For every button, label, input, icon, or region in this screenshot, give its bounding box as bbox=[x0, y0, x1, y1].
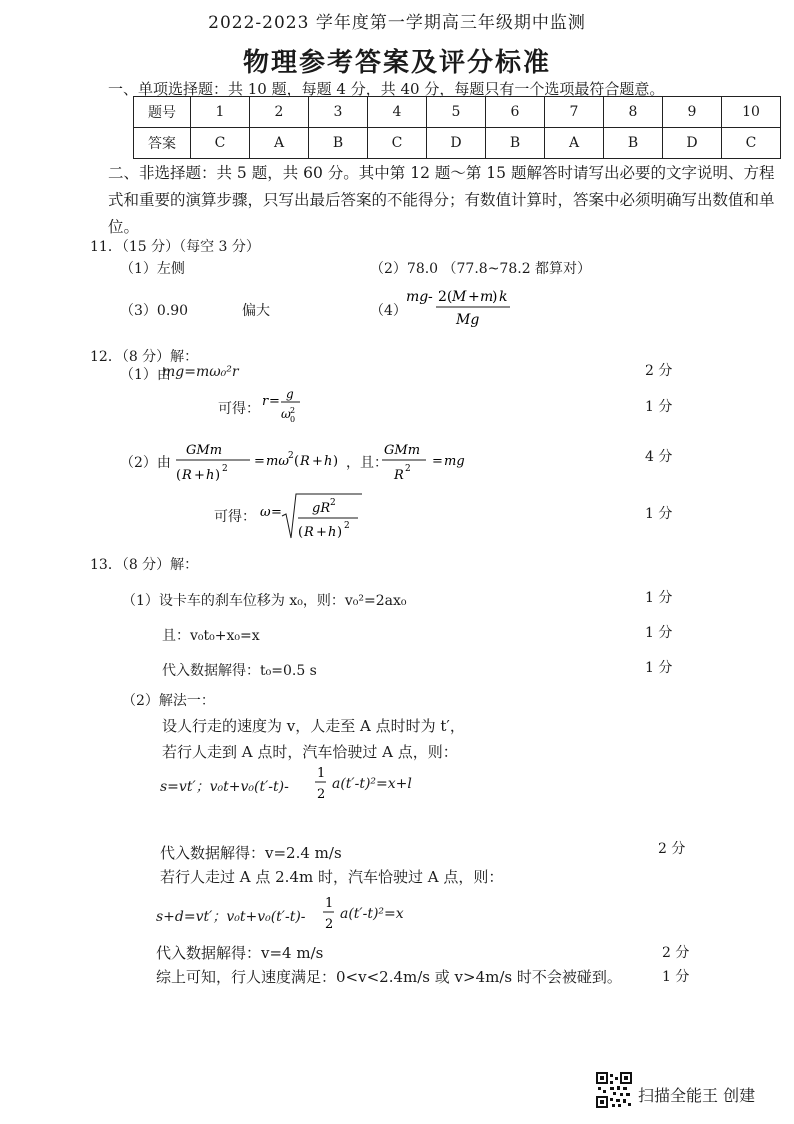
table-cell-answer: A bbox=[250, 128, 309, 159]
q11-formula bbox=[404, 282, 532, 330]
svg-text:R: R bbox=[304, 525, 314, 540]
svg-text:h: h bbox=[206, 468, 215, 483]
q12-part1-equation: mg=mω₀²r bbox=[162, 364, 239, 380]
svg-text:=: = bbox=[432, 454, 443, 469]
svg-text:ω: ω bbox=[281, 407, 291, 421]
q13-equation-2-start: s+d=vt′；v₀t+v₀(t′-t)- bbox=[156, 909, 306, 925]
q11-heading: 11．（15 分）（每空 3 分） bbox=[90, 239, 260, 255]
q12-formula-orbit bbox=[174, 438, 346, 490]
q13-equation-1-start: s=vt′；v₀t+v₀(t′-t)- bbox=[160, 779, 289, 795]
svg-text:): ) bbox=[337, 525, 343, 540]
q12-line4-label: 可得： bbox=[214, 509, 256, 525]
svg-text:GMm: GMm bbox=[384, 443, 421, 458]
table-cell-answer: C bbox=[722, 128, 781, 159]
table-cell-number: 10 bbox=[722, 97, 781, 128]
q12-and-label: ，且： bbox=[346, 455, 388, 471]
q11-part1: （1）左侧 bbox=[120, 261, 185, 277]
svg-text:2(: 2( bbox=[438, 289, 453, 305]
q13-part1-line1: （1）设卡车的刹车位移为 x₀，则：v₀²=2ax₀ bbox=[122, 593, 407, 609]
svg-text:R: R bbox=[300, 454, 310, 469]
svg-text:+: + bbox=[194, 468, 205, 483]
q12-score-2: 1 分 bbox=[645, 399, 673, 415]
svg-text:(: ( bbox=[298, 525, 304, 540]
svg-text:k: k bbox=[499, 289, 508, 305]
q13-result-2: 代入数据解得：v=4 m/s bbox=[156, 944, 324, 962]
svg-text:R: R bbox=[394, 468, 404, 483]
svg-text:2: 2 bbox=[330, 498, 336, 508]
q13-score-3: 1 分 bbox=[645, 660, 673, 676]
table-cell-number: 2 bbox=[250, 97, 309, 128]
q11-part2: （2）78.0 （77.8~78.2 都算对） bbox=[370, 261, 592, 277]
svg-text:g: g bbox=[286, 387, 294, 401]
table-cell-number: 4 bbox=[368, 97, 427, 128]
table-cell-number: 3 bbox=[309, 97, 368, 128]
table-cell-number: 8 bbox=[604, 97, 663, 128]
q13-part1-line3: 代入数据解得：t₀=0.5 s bbox=[162, 663, 317, 679]
q13-text-1: 设人行走的速度为 v，人走至 A 点时时为 t′， bbox=[162, 717, 465, 735]
svg-text:2: 2 bbox=[222, 464, 228, 474]
q12-score-3: 4 分 bbox=[645, 449, 673, 465]
q12-heading: 12．（8 分）解： bbox=[90, 349, 199, 365]
svg-text:-: - bbox=[428, 289, 433, 305]
q13-equation-2-end: a(t′-t)²=x bbox=[340, 906, 404, 922]
svg-text:0: 0 bbox=[290, 415, 296, 424]
scanner-watermark: 扫描全能王 创建 bbox=[638, 1086, 756, 1105]
q12-formula-gm bbox=[380, 438, 472, 490]
svg-text:2: 2 bbox=[317, 787, 326, 802]
svg-text:2: 2 bbox=[405, 464, 411, 474]
svg-text:1: 1 bbox=[325, 896, 334, 911]
table-cell-answer: C bbox=[191, 128, 250, 159]
q13-score-6: 1 分 bbox=[662, 969, 690, 985]
svg-text:mg: mg bbox=[406, 289, 429, 305]
table-cell-label: 题号 bbox=[134, 97, 191, 128]
svg-text:h: h bbox=[328, 525, 337, 540]
q13-result-1: 代入数据解得：v=2.4 m/s bbox=[160, 844, 342, 862]
q13-text-3: 若行人走过 A 点 2.4m 时，汽车恰驶过 A 点，则： bbox=[160, 868, 504, 886]
table-cell-answer: A bbox=[545, 128, 604, 159]
svg-text:m: m bbox=[480, 289, 494, 305]
q13-conclusion: 综上可知，行人速度满足：0<v<2.4m/s 或 v>4m/s 时不会被碰到。 bbox=[156, 968, 622, 986]
svg-text:h: h bbox=[324, 454, 333, 469]
table-cell-answer: D bbox=[427, 128, 486, 159]
table-cell-number: 6 bbox=[486, 97, 545, 128]
exam-header: 2022-2023 学年度第一学期高三年级期中监测 bbox=[208, 13, 586, 33]
q11-part3-label: （3）0.90 bbox=[120, 303, 189, 319]
svg-text:+: + bbox=[468, 289, 480, 305]
table-cell-answer: B bbox=[486, 128, 545, 159]
q13-text-2: 若行人走到 A 点时，汽车恰驶过 A 点，则： bbox=[162, 743, 458, 761]
answer-table bbox=[133, 96, 781, 159]
svg-text:mω: mω bbox=[266, 454, 289, 469]
q11-part3-value: 偏大 bbox=[242, 303, 270, 319]
svg-text:M: M bbox=[452, 289, 467, 305]
table-cell-number: 1 bbox=[191, 97, 250, 128]
q11-part4-label: （4） bbox=[370, 303, 407, 319]
q13-fraction-half-2 bbox=[322, 894, 336, 934]
table-cell-number: 5 bbox=[427, 97, 486, 128]
table-cell-number: 9 bbox=[663, 97, 722, 128]
svg-text:): ) bbox=[333, 454, 339, 469]
svg-text:mg: mg bbox=[444, 454, 465, 469]
svg-text:Mg: Mg bbox=[456, 312, 480, 328]
svg-text:2: 2 bbox=[290, 406, 296, 415]
section1-heading: 一、单项选择题：共 10 题，每题 4 分，共 40 分，每题只有一个选项最符合题意。 bbox=[108, 80, 665, 98]
svg-text:r: r bbox=[262, 394, 269, 409]
q12-score-1: 2 分 bbox=[645, 363, 673, 379]
svg-text:ω: ω bbox=[260, 505, 271, 520]
q12-score-4: 1 分 bbox=[645, 506, 673, 522]
qr-code-icon bbox=[596, 1072, 632, 1108]
table-cell-answer: B bbox=[604, 128, 663, 159]
section2-heading: 二、非选择题：共 5 题，共 60 分。其中第 12 题～第 15 题解答时请写出必要的文字说明、方程式和重要的演算步骤，只写出最后答案的不能得分；有数值计算时，答案中必须明确写出数值和单位。 bbox=[108, 164, 775, 236]
q13-part2-heading: （2）解法一： bbox=[122, 693, 215, 709]
table-cell-answer: C bbox=[368, 128, 427, 159]
q13-score-2: 1 分 bbox=[645, 625, 673, 641]
table-cell-answer: B bbox=[309, 128, 368, 159]
svg-text:1: 1 bbox=[317, 766, 326, 781]
q12-formula-omega bbox=[258, 486, 368, 546]
q13-heading: 13．（8 分）解： bbox=[90, 557, 199, 573]
table-cell-answer: D bbox=[663, 128, 722, 159]
q13-score-1: 1 分 bbox=[645, 590, 673, 606]
svg-text:=: = bbox=[254, 454, 265, 469]
svg-text:=: = bbox=[269, 394, 280, 409]
table-row-numbers bbox=[134, 97, 781, 128]
page-title: 物理参考答案及评分标准 bbox=[242, 48, 551, 78]
svg-text:(: ( bbox=[176, 468, 182, 483]
svg-text:2: 2 bbox=[325, 917, 334, 932]
q12-part1-label: （1）由 bbox=[120, 367, 171, 383]
svg-text:): ) bbox=[492, 289, 498, 305]
q13-score-5: 2 分 bbox=[662, 945, 690, 961]
q13-fraction-half-1 bbox=[314, 764, 328, 804]
svg-text:gR: gR bbox=[312, 501, 331, 516]
svg-text:2: 2 bbox=[344, 521, 350, 531]
q13-part1-line2: 且：v₀t₀+x₀=x bbox=[162, 628, 260, 644]
table-row-answers bbox=[134, 128, 781, 159]
svg-text:GMm: GMm bbox=[186, 443, 223, 458]
q12-formula-r bbox=[260, 386, 304, 434]
q13-equation-1-end: a(t′-t)²=x+l bbox=[332, 776, 412, 792]
svg-text:+: + bbox=[316, 525, 327, 540]
q13-score-4: 2 分 bbox=[658, 841, 686, 857]
svg-text:+: + bbox=[312, 454, 323, 469]
svg-text:=: = bbox=[271, 505, 282, 520]
svg-text:R: R bbox=[182, 468, 192, 483]
svg-text:(: ( bbox=[294, 454, 300, 469]
q12-part2-label: （2）由 bbox=[120, 455, 171, 471]
table-cell-number: 7 bbox=[545, 97, 604, 128]
q12-line2-label: 可得： bbox=[218, 401, 260, 417]
table-cell-label: 答案 bbox=[134, 128, 191, 159]
svg-text:2: 2 bbox=[288, 451, 294, 461]
svg-text:): ) bbox=[215, 468, 221, 483]
